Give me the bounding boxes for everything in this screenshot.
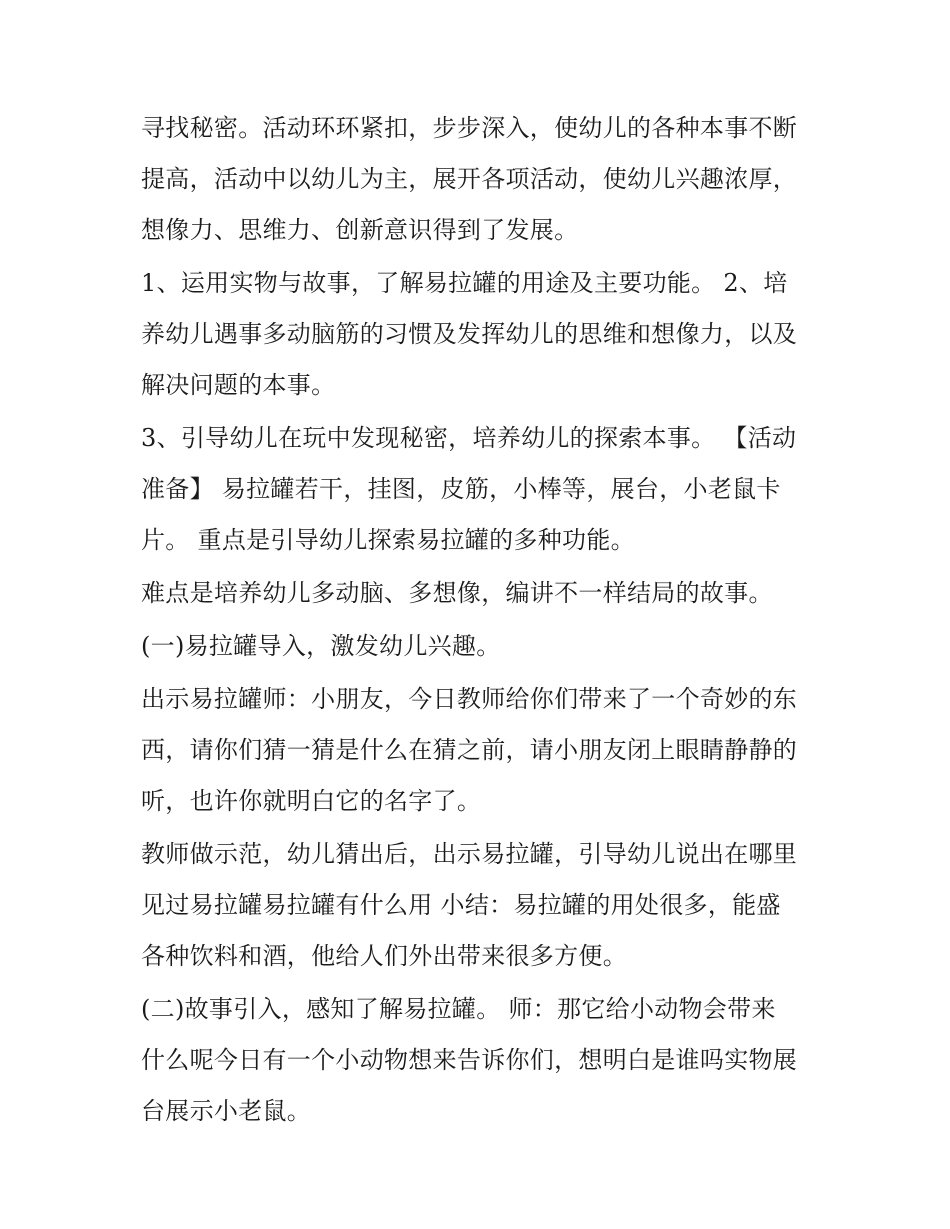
paragraph-demonstration [141,829,821,982]
text-line: 台展示小老鼠。 [141,1097,312,1125]
text-line: 难点是培养幼儿多动脑、多想像，编讲不一样结局的故事。 [141,579,773,607]
text-line: 教师做示范，幼儿猜出后，出示易拉罐，引导幼儿说出在哪里 [141,840,798,868]
text-line: 3、引导幼儿在玩中发现秘密，培养幼儿的探索本事。 【活动 [141,424,797,452]
text-line: 准备】 易拉罐若干，挂图，皮筋，小棒等，展台，小老鼠卡 [141,475,781,503]
text-line: 什么呢今日有一个小动物想来告诉你们，想明白是谁吗实物展 [141,1046,798,1074]
text-line: 提高，活动中以幼儿为主，展开各项活动，使幼儿兴趣浓厚， [141,165,798,193]
text-line: 想像力、思维力、创新意识得到了发展。 [141,216,579,244]
text-line: 见过易拉罐易拉罐有什么用 小结：易拉罐的用处很多，能盛 [141,891,781,919]
text-line: 出示易拉罐师：小朋友，今日教师给你们带来了一个奇妙的东 [141,685,798,713]
text-line: 西，请你们猜一猜是什么在猜之前，请小朋友闭上眼睛静静的 [141,736,798,764]
text-line: 寻找秘密。活动环环紧扣，步步深入，使幼儿的各种本事不断 [141,114,798,142]
paragraph-difficulty [141,568,821,619]
text-line: 片。 重点是引导幼儿探索易拉罐的多种功能。 [141,526,635,554]
paragraph-goal-3-preparation [141,413,821,566]
text-line: 各种饮料和酒，他给人们外出带来很多方便。 [141,942,627,970]
paragraph-summary [141,103,821,256]
paragraph-show-can [141,674,821,827]
paragraph-section-2 [141,984,821,1137]
document-body [141,103,821,1139]
text-line: 1、运用实物与故事，了解易拉罐的用途及主要功能。 2、培 [141,269,788,297]
paragraph-goals-1-2 [141,258,821,411]
text-line: (二)故事引入，感知了解易拉罐。 师：那它给小动物会带来 [141,995,776,1023]
text-line: 养幼儿遇事多动脑筋的习惯及发挥幼儿的思维和想像力，以及 [141,320,798,348]
paragraph-section-1-heading [141,621,821,672]
text-line: 解决问题的本事。 [141,371,336,399]
text-line: 听，也许你就明白它的名字了。 [141,787,482,815]
text-line: (一)易拉罐导入，激发幼儿兴趣。 [141,632,501,660]
